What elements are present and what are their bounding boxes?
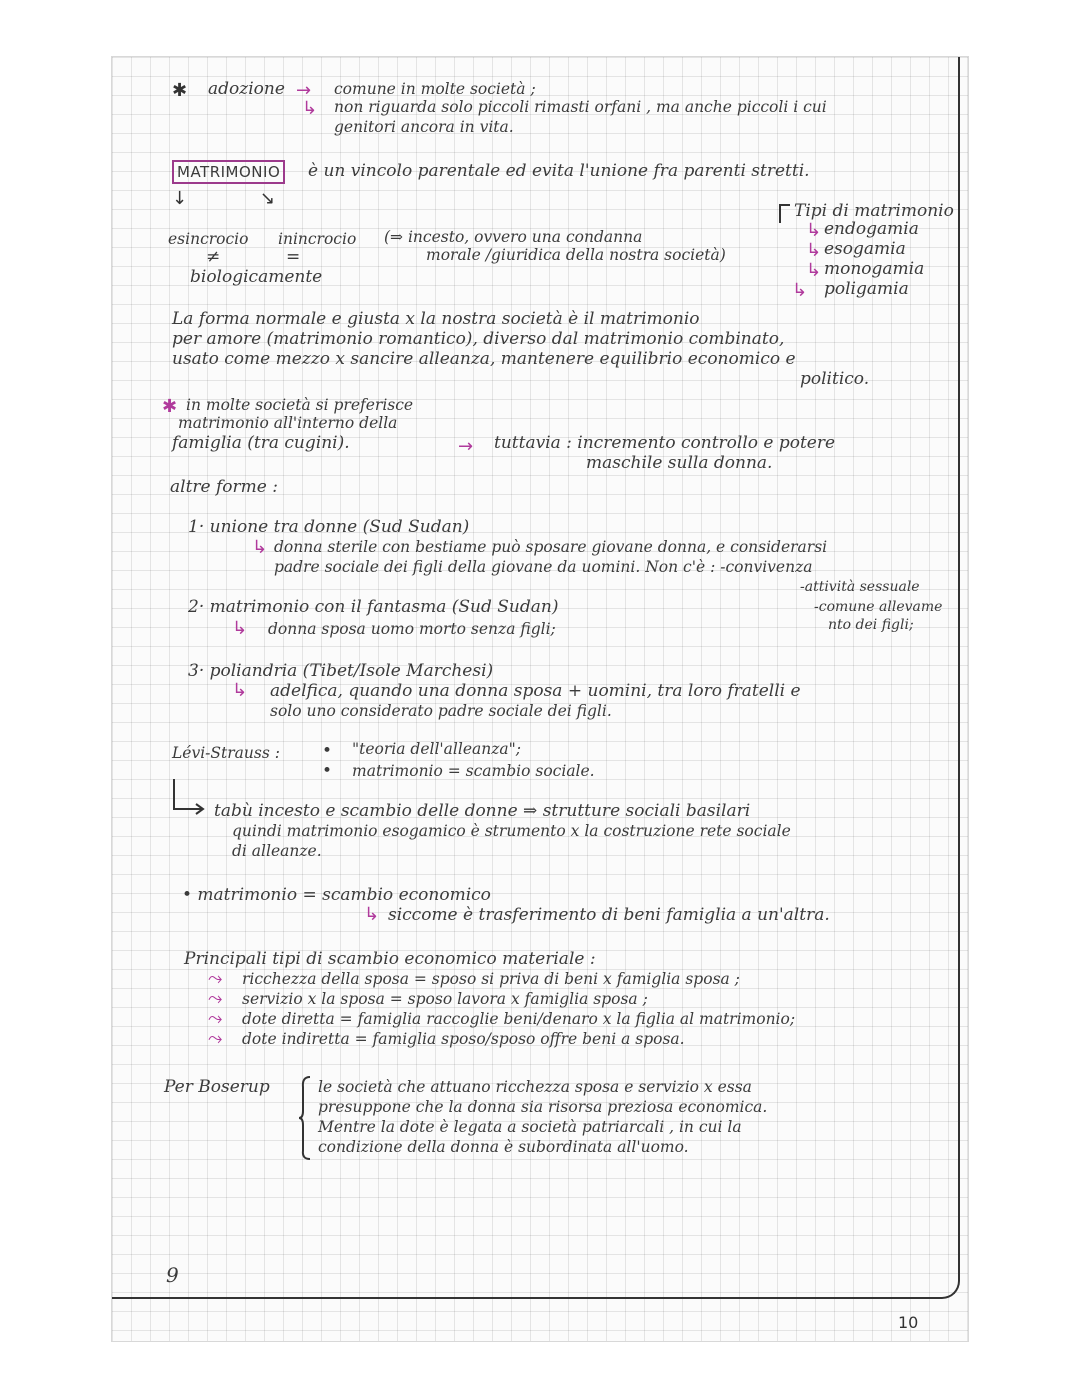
forma2-line-a: donna sposa uomo morto senza figli;	[268, 620, 556, 638]
econ-line-1: • matrimonio = scambio economico	[182, 885, 491, 905]
tipo-poligamia: poligamia	[824, 279, 909, 299]
molte-line-2: matrimonio all'interno della	[178, 414, 398, 432]
incesto-line-a: (⇒ incesto, ovvero una condanna	[384, 228, 643, 246]
altre-forme-label: altre forme :	[170, 477, 278, 497]
principali-title: Principali tipi di scambio economico materiale :	[184, 949, 596, 969]
forma1-line-c: -attività sessuale	[800, 579, 920, 595]
incesto-line-b: morale /giuridica della nostra società)	[426, 246, 726, 264]
boserup-line-2: presuppone che la donna sia risorsa preziosa economica.	[318, 1098, 768, 1116]
forma1-line-b: padre sociale dei figli della giovane da uomini. Non c'è : -convivenza	[274, 558, 813, 576]
levi-line-2: matrimonio = scambio sociale.	[352, 762, 595, 780]
principali-item-2: servizio x la sposa = sposo lavora x famiglia sposa ;	[242, 990, 648, 1008]
forma-line-3: usato come mezzo x sancire alleanza, mantenere equilibrio economico e	[172, 349, 796, 369]
hook-arrow-icon: ↳	[232, 618, 248, 639]
adozione-line-b: non riguarda solo piccoli rimasti orfani , ma anche piccoli i cui	[334, 98, 827, 116]
bullet-dot: •	[322, 761, 333, 781]
principali-item-4: dote indiretta = famiglia sposo/sposo offre beni a sposa.	[242, 1030, 685, 1048]
not-equal-sign: ≠	[206, 247, 221, 267]
wavy-arrow-icon: ⤳	[208, 1008, 223, 1029]
esincrocio-label: esincrocio	[168, 230, 249, 248]
hook-arrow-icon: ↳	[302, 98, 318, 119]
notebook-page	[112, 57, 968, 1341]
wavy-arrow-icon: ⤳	[208, 1028, 223, 1049]
tabu-line-1: tabù incesto e scambio delle donne ⇒ strutture sociali basilari	[214, 801, 751, 821]
molte-line-3: famiglia (tra cugini).	[172, 433, 350, 453]
boserup-label: Per Boserup	[164, 1077, 270, 1097]
boserup-line-4: condizione della donna è subordinata all'uomo.	[318, 1138, 689, 1156]
levi-line-1: "teoria dell'alleanza";	[352, 740, 521, 758]
matrimonio-definition: è un vincolo parentale ed evita l'unione fra parenti stretti.	[308, 161, 810, 181]
forma1-line-e: nto dei figli;	[828, 617, 914, 633]
arrow-right-icon: →	[458, 436, 474, 457]
tuttavia-line-1: tuttavia : incremento controllo e potere	[494, 433, 836, 453]
wavy-arrow-icon: ⤳	[208, 988, 223, 1009]
adozione-line-c: genitori ancora in vita.	[334, 118, 514, 136]
forma3-line-b: solo uno considerato padre sociale dei figli.	[270, 702, 612, 720]
adozione-line-a: comune in molte società ;	[334, 80, 536, 98]
bullet-dot: •	[322, 741, 333, 761]
page-number-left: 9	[166, 1263, 179, 1287]
molte-line-1: in molte società si preferisce	[186, 396, 414, 414]
hook-arrow-icon: ↳	[364, 904, 380, 925]
principali-item-3: dote diretta = famiglia raccoglie beni/denaro x la figlia al matrimonio;	[242, 1010, 796, 1028]
principali-item-1: ricchezza della sposa = sposo si priva di beni x famiglia sposa ;	[242, 970, 740, 988]
arrow-right-icon: →	[296, 80, 312, 101]
tipi-title: Tipi di matrimonio	[794, 201, 954, 221]
tipi-bracket-icon	[778, 203, 792, 225]
hook-arrow-icon: ↳	[232, 680, 248, 701]
inincrocio-label: inincrocio	[278, 230, 357, 248]
hook-arrow-icon: ↳	[806, 240, 822, 261]
arrow-diagonal-icon: ↘	[260, 188, 276, 209]
arrow-down-icon: ↓	[172, 188, 188, 209]
forma3-title: 3· poliandria (Tibet/Isole Marchesi)	[188, 661, 494, 681]
biologicamente-label: biologicamente	[190, 267, 323, 287]
forma1-line-d-text: -comune alleva	[814, 599, 921, 615]
forma1-title: 1· unione tra donne (Sud Sudan)	[188, 517, 470, 537]
boserup-line-1: le società che attuano ricchezza sposa e servizio x essa	[318, 1078, 752, 1096]
equal-sign: =	[286, 247, 301, 267]
forma1-line-d-suffix: me	[920, 599, 943, 615]
wavy-arrow-icon: ⤳	[208, 968, 223, 989]
levi-strauss-label: Lévi-Strauss :	[172, 744, 280, 762]
forma-line-1: La forma normale e giusta x la nostra società è il matrimonio	[172, 309, 700, 329]
hook-arrow-icon: ↳	[252, 537, 268, 558]
asterisk-icon: ✱	[162, 396, 178, 417]
boserup-brace-icon	[298, 1075, 312, 1161]
corner-arrow-icon	[170, 777, 214, 817]
forma3-line-a: adelfica, quando una donna sposa + uomini, tra loro fratelli e	[270, 681, 801, 701]
matrimonio-box: MATRIMONIO	[172, 160, 285, 184]
adozione-label: adozione	[208, 79, 285, 99]
forma2-title: 2· matrimonio con il fantasma (Sud Sudan)	[188, 597, 559, 617]
tipo-esogamia: esogamia	[824, 239, 906, 259]
tipo-endogamia: endogamia	[824, 219, 919, 239]
page-number-right: 10	[898, 1313, 919, 1332]
econ-line-2: siccome è trasferimento di beni famiglia a un'altra.	[388, 905, 830, 925]
tabu-line-2: quindi matrimonio esogamico è strumento x la costruzione rete sociale	[232, 822, 791, 840]
forma-line-4: politico.	[800, 369, 870, 389]
tipo-monogamia: monogamia	[824, 259, 925, 279]
asterisk-icon: ✱	[172, 80, 188, 101]
tuttavia-line-2: maschile sulla donna.	[586, 453, 773, 473]
hook-arrow-icon: ↳	[806, 260, 822, 281]
boserup-line-3: Mentre la dote è legata a società patriarcali , in cui la	[318, 1118, 742, 1136]
tabu-line-3: di alleanze.	[232, 842, 322, 860]
forma-line-2: per amore (matrimonio romantico), diverso dal matrimonio combinato,	[172, 329, 785, 349]
forma1-line-a: donna sterile con bestiame può sposare giovane donna, e considerarsi	[274, 538, 828, 556]
hook-arrow-icon: ↳	[806, 220, 822, 241]
forma1-line-d	[814, 597, 942, 617]
hook-arrow-icon: ↳	[792, 280, 808, 301]
